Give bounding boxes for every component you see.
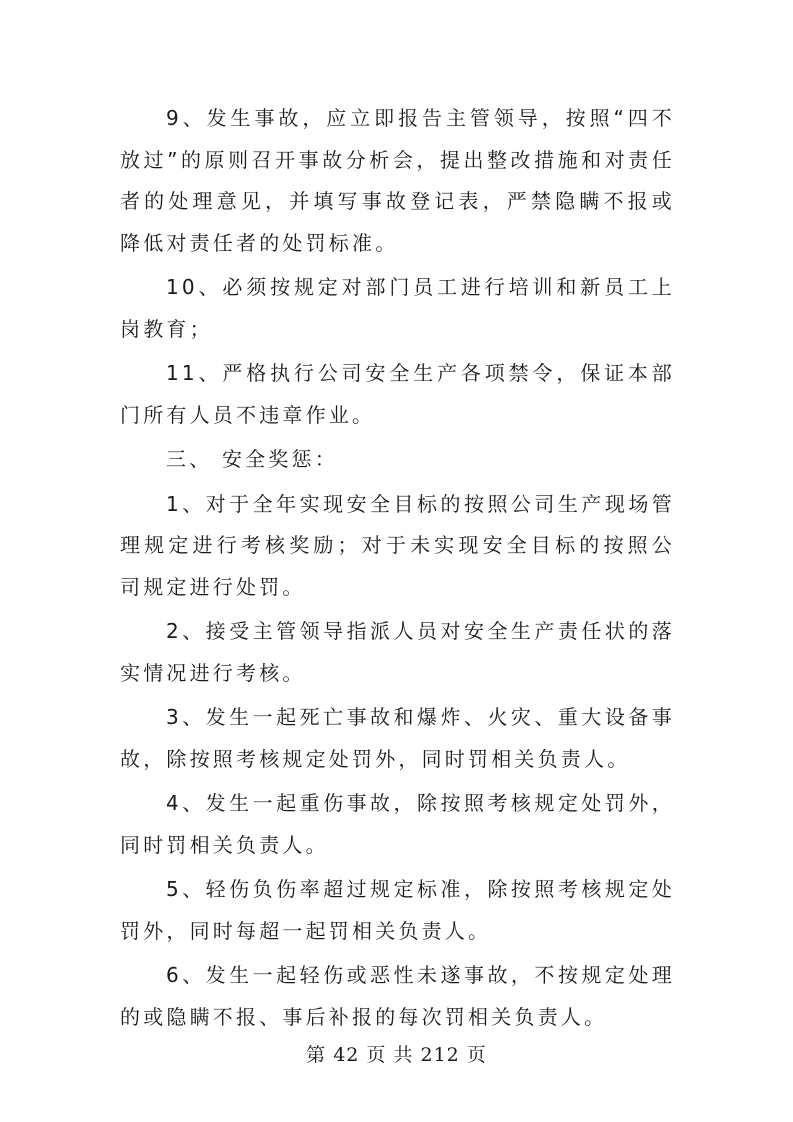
page-footer bbox=[0, 1040, 793, 1067]
paragraph-item-10: 10、必须按规定对部门员工进行培训和新员工上岗教育； bbox=[120, 275, 675, 341]
section-heading-rewards-penalties: 三、 安全奖惩： bbox=[166, 447, 338, 471]
paragraph-reward-3: 3、发生一起死亡事故和爆炸、火灾、重大设备事故，除按照考核规定处罚外，同时罚相关负责人。 bbox=[120, 705, 675, 771]
paragraph-reward-1: 1、对于全年实现安全目标的按照公司生产现场管理规定进行考核奖励；对于未实现安全目标的按照公司规定进行处罚。 bbox=[120, 491, 675, 599]
paragraph-reward-4: 4、发生一起重伤事故，除按照考核规定处罚外，同时罚相关负责人。 bbox=[120, 791, 675, 857]
paragraph-item-11: 11、严格执行公司安全生产各项禁令，保证本部门所有人员不违章作业。 bbox=[120, 361, 675, 427]
page-number-label: 第 42 页 共 212 页 bbox=[306, 1044, 487, 1066]
paragraph-reward-5: 5、轻伤负伤率超过规定标准，除按照考核规定处罚外，同时每超一起罚相关负责人。 bbox=[120, 877, 675, 943]
paragraph-reward-2: 2、接受主管领导指派人员对安全生产责任状的落实情况进行考核。 bbox=[120, 619, 675, 685]
paragraph-reward-6: 6、发生一起轻伤或恶性未遂事故，不按规定处理的或隐瞒不报、事后补报的每次罚相关负责人。 bbox=[120, 963, 675, 1029]
paragraph-item-9: 9、发生事故，应立即报告主管领导，按照“四不放过”的原则召开事故分析会，提出整改措施和对责任者的处理意见，并填写事故登记表，严禁隐瞒不报或降低对责任者的处罚标准。 bbox=[120, 106, 675, 255]
document-body bbox=[120, 98, 675, 1041]
